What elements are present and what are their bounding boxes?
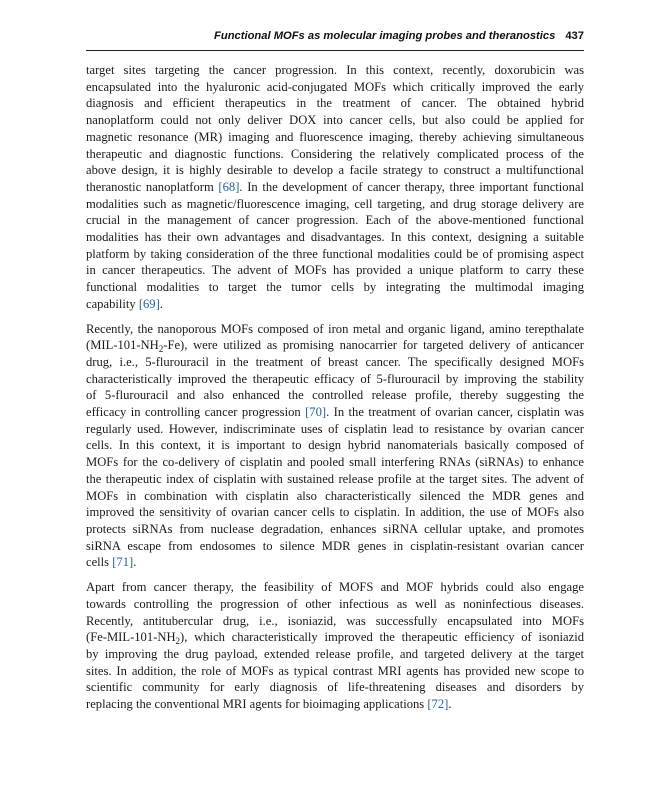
text-line: towards controlling the progression of other infectious as well as noninfectious diseases. bbox=[86, 596, 584, 611]
text-segment: . bbox=[133, 555, 137, 570]
text-line: nanoplatform could not only deliver DOX into cancer cells, but also could be applied for bbox=[86, 113, 584, 128]
text-segment: . In the development of cancer therapy, three important functional bbox=[239, 179, 584, 194]
text-segment: ), which characteristically improved the therapeutic efficiency of isoniazid bbox=[180, 630, 584, 645]
text-line bbox=[86, 554, 584, 571]
running-header bbox=[86, 30, 584, 42]
text-line: crucial in the management of cancer progression. Each of the above-mentioned functional bbox=[86, 213, 584, 228]
text-segment: efficacy in controlling cancer progression bbox=[86, 405, 306, 420]
text-line: protects siRNAs from nuclease degradation, enhances siRNA cellular uptake, and promotes bbox=[86, 521, 584, 536]
text-line: improved the sensitivity of ovarian cancer cells to cisplatin. In addition, the use of MOFs also bbox=[86, 505, 584, 520]
text-segment: . bbox=[448, 697, 452, 712]
text-line: above design, it is highly desirable to develop a facile strategy to construct a multifunctional bbox=[86, 163, 584, 178]
subscript: 2 bbox=[175, 636, 181, 647]
text-line: therapeutic and diagnostic functions. Considering the relatively complicated process of the bbox=[86, 146, 584, 161]
paragraph-3 bbox=[86, 579, 584, 713]
text-line: MOFs for the co-delivery of cisplatin and pooled small interfering RNAs (siRNAs) to enhance bbox=[86, 455, 584, 470]
text-line: scientific community for early diagnosis of life-threatening diseases and disorders by bbox=[86, 680, 584, 695]
text-line bbox=[86, 296, 584, 313]
citation-link-72[interactable]: [72] bbox=[427, 697, 449, 712]
text-segment: . bbox=[159, 296, 163, 311]
subscript: 2 bbox=[158, 344, 164, 355]
text-segment: -Fe), were utilized as promising nanocarrier for targeted delivery of anticancer bbox=[163, 338, 584, 353]
text-line: of 5-flurouracil and also enhanced the controlled release profile, thereby suggesting the bbox=[86, 388, 584, 403]
text-segment: (Fe-MIL-101-NH bbox=[86, 630, 176, 645]
text-line: regularly used. However, indiscriminate uses of cisplatin lead to resistance by ovarian cancer bbox=[86, 421, 584, 436]
text-line bbox=[86, 404, 584, 421]
citation-link-71[interactable]: [71] bbox=[112, 555, 134, 570]
text-line: platform by taking consideration of the three functional modalities could be of promising aspect bbox=[86, 246, 584, 261]
text-line: drug, i.e., 5-flurouracil in the treatment of breast cancer. The specifically designed MOFs bbox=[86, 354, 584, 369]
paragraph-1 bbox=[86, 62, 584, 313]
text-line: functional modalities to target the tumor cells by integrating the multimodal imaging bbox=[86, 280, 584, 295]
text-line bbox=[86, 629, 584, 646]
text-line: modalities has their own advantages and disadvantages. In this context, designing a suitable bbox=[86, 230, 584, 245]
citation-link-68[interactable]: [68] bbox=[218, 179, 240, 194]
running-title: Functional MOFs as molecular imaging probes and theranostics bbox=[214, 30, 556, 42]
text-line: target sites targeting the cancer progression. In this context, recently, doxorubicin was bbox=[86, 63, 584, 77]
text-line: magnetic resonance (MR) imaging and fluorescence imaging, thereby achieving simultaneous bbox=[86, 129, 584, 144]
text-line bbox=[86, 179, 584, 196]
text-segment: capability bbox=[86, 296, 139, 311]
text-line bbox=[86, 337, 584, 354]
paragraph-2 bbox=[86, 321, 584, 572]
page-number: 437 bbox=[565, 30, 584, 42]
text-line: characteristically improved the therapeutic efficacy of 5-flurouracil by improving the stability bbox=[86, 371, 584, 386]
text-line: siRNA escape from endosomes to silence MDR genes in cisplatin-resistant ovarian cancer bbox=[86, 538, 584, 553]
text-segment: (MIL-101-NH bbox=[86, 338, 159, 353]
text-line: cells. In this context, it is important to design hybrid nanomaterials basically composed of bbox=[86, 438, 584, 453]
text-line: by improving the drug payload, extended release profile, and targeted delivery at the target bbox=[86, 646, 584, 661]
text-segment: replacing the conventional MRI agents for bioimaging applications bbox=[86, 697, 428, 712]
text-line: diagnosis and efficient therapeutics in the treatment of cancer. The obtained hybrid bbox=[86, 96, 584, 111]
citation-link-69[interactable]: [69] bbox=[138, 296, 160, 311]
main-text bbox=[86, 62, 584, 721]
header-rule bbox=[86, 50, 584, 51]
text-line: Recently, antitubercular drug, i.e., isoniazid, was successfully encapsulated into MOFs bbox=[86, 613, 584, 628]
text-line: the therapeutic index of cisplatin with sustained release profile at the target sites. The advent of bbox=[86, 471, 584, 486]
text-line bbox=[86, 696, 584, 713]
text-segment: theranostic nanoplatform bbox=[86, 179, 219, 194]
text-segment: . In the treatment of ovarian cancer, cisplatin was bbox=[326, 405, 584, 420]
citation-link-70[interactable]: [70] bbox=[305, 405, 327, 420]
text-line: modalities such as magnetic/fluorescence imaging, cell targeting, and drug storage delivery are bbox=[86, 196, 584, 211]
text-segment: cells bbox=[86, 555, 113, 570]
text-line: Recently, the nanoporous MOFs composed of iron metal and organic ligand, amino terepthalate bbox=[86, 321, 584, 336]
text-line: Apart from cancer therapy, the feasibility of MOFS and MOF hybrids could also engage bbox=[86, 580, 584, 595]
text-line: sites. In addition, the role of MOFs as typical contrast MRI agents has provided new scope to bbox=[86, 663, 584, 678]
text-line: in cancer therapeutics. The advent of MOFs has provided a unique platform to carry these bbox=[86, 263, 584, 278]
text-line: MOFs in combination with cisplatin also characteristically silenced the MDR genes and bbox=[86, 488, 584, 503]
text-line: encapsulated into the hyaluronic acid-conjugated MOFs which critically improved the early bbox=[86, 79, 584, 94]
